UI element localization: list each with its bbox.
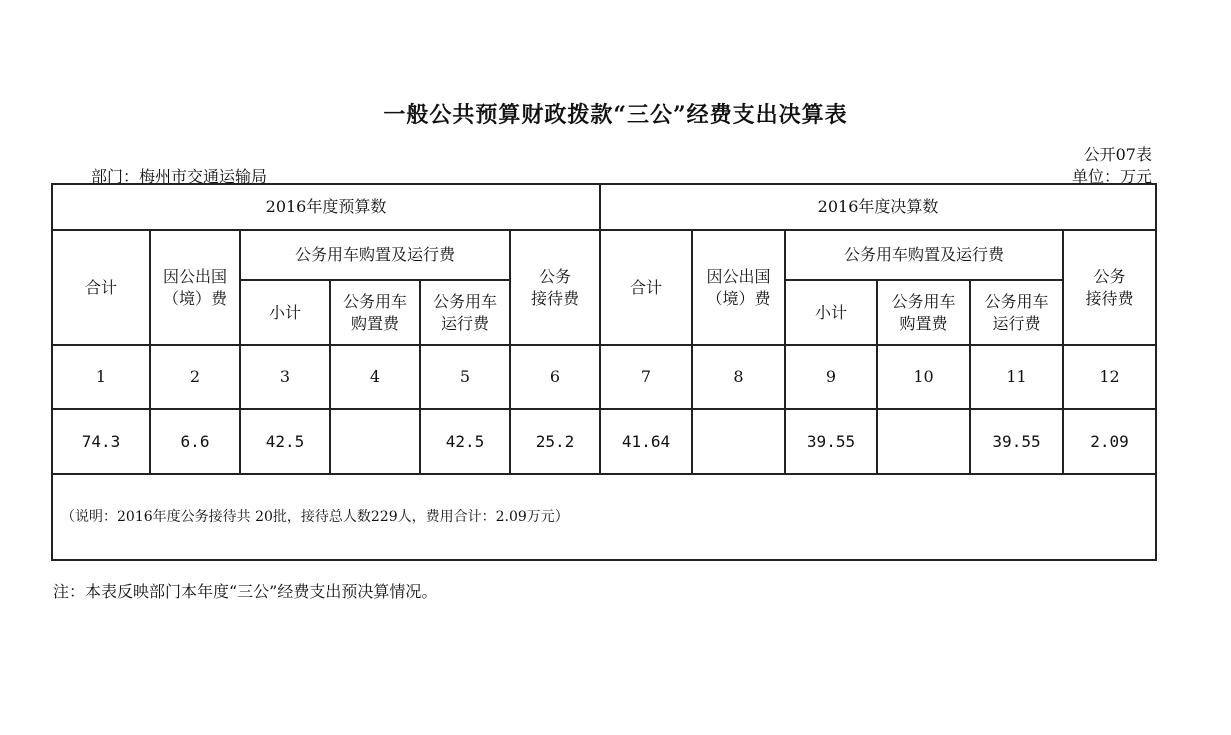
department-label: 部门：梅州市交通运输局 — [91, 167, 268, 186]
header-car-purchase: 公务用车 购置费 — [330, 280, 420, 345]
footnote: 注：本表反映部门本年度“三公”经费支出预决算情况。 — [53, 582, 438, 601]
header-subtotal: 小计 — [785, 280, 877, 345]
header-subtotal: 小计 — [240, 280, 330, 345]
header-total: 合计 — [600, 230, 692, 345]
value-cell: 42.5 — [240, 409, 330, 474]
column-number: 3 — [240, 345, 330, 409]
expense-table — [51, 183, 1157, 561]
header-car-purchase: 公务用车 购置费 — [877, 280, 970, 345]
header-car-running: 公务用车 运行费 — [970, 280, 1063, 345]
value-cell — [330, 409, 420, 474]
form-number: 公开07表 — [1083, 145, 1152, 164]
header-total: 合计 — [52, 230, 150, 345]
value-row — [52, 409, 1156, 474]
value-cell: 39.55 — [970, 409, 1063, 474]
budget-group-header: 2016年度预算数 — [52, 184, 600, 230]
column-number: 8 — [692, 345, 785, 409]
column-number-row — [52, 345, 1156, 409]
final-group-header: 2016年度决算数 — [600, 184, 1156, 230]
header-reception: 公务 接待费 — [510, 230, 600, 345]
value-cell: 25.2 — [510, 409, 600, 474]
header-abroad: 因公出国 （境）费 — [692, 230, 785, 345]
header-abroad: 因公出国 （境）费 — [150, 230, 240, 345]
value-cell — [877, 409, 970, 474]
column-number: 5 — [420, 345, 510, 409]
unit-label: 单位：万元 — [1071, 167, 1152, 186]
value-cell: 2.09 — [1063, 409, 1156, 474]
explanation-note: （说明：2016年度公务接待共 20批，接待总人数229人，费用合计：2.09万元） — [52, 474, 1156, 560]
column-number: 4 — [330, 345, 420, 409]
column-number: 11 — [970, 345, 1063, 409]
column-number: 7 — [600, 345, 692, 409]
value-cell: 41.64 — [600, 409, 692, 474]
header-car-group: 公务用车购置及运行费 — [785, 230, 1063, 280]
value-cell — [692, 409, 785, 474]
column-number: 12 — [1063, 345, 1156, 409]
value-cell: 74.3 — [52, 409, 150, 474]
page-title: 一般公共预算财政拨款“三公”经费支出决算表 — [383, 102, 848, 128]
column-number: 9 — [785, 345, 877, 409]
value-cell: 42.5 — [420, 409, 510, 474]
header-reception: 公务 接待费 — [1063, 230, 1156, 345]
value-cell: 6.6 — [150, 409, 240, 474]
header-car-running: 公务用车 运行费 — [420, 280, 510, 345]
column-number: 2 — [150, 345, 240, 409]
column-number: 1 — [52, 345, 150, 409]
column-number: 10 — [877, 345, 970, 409]
column-number: 6 — [510, 345, 600, 409]
header-car-group: 公务用车购置及运行费 — [240, 230, 510, 280]
value-cell: 39.55 — [785, 409, 877, 474]
